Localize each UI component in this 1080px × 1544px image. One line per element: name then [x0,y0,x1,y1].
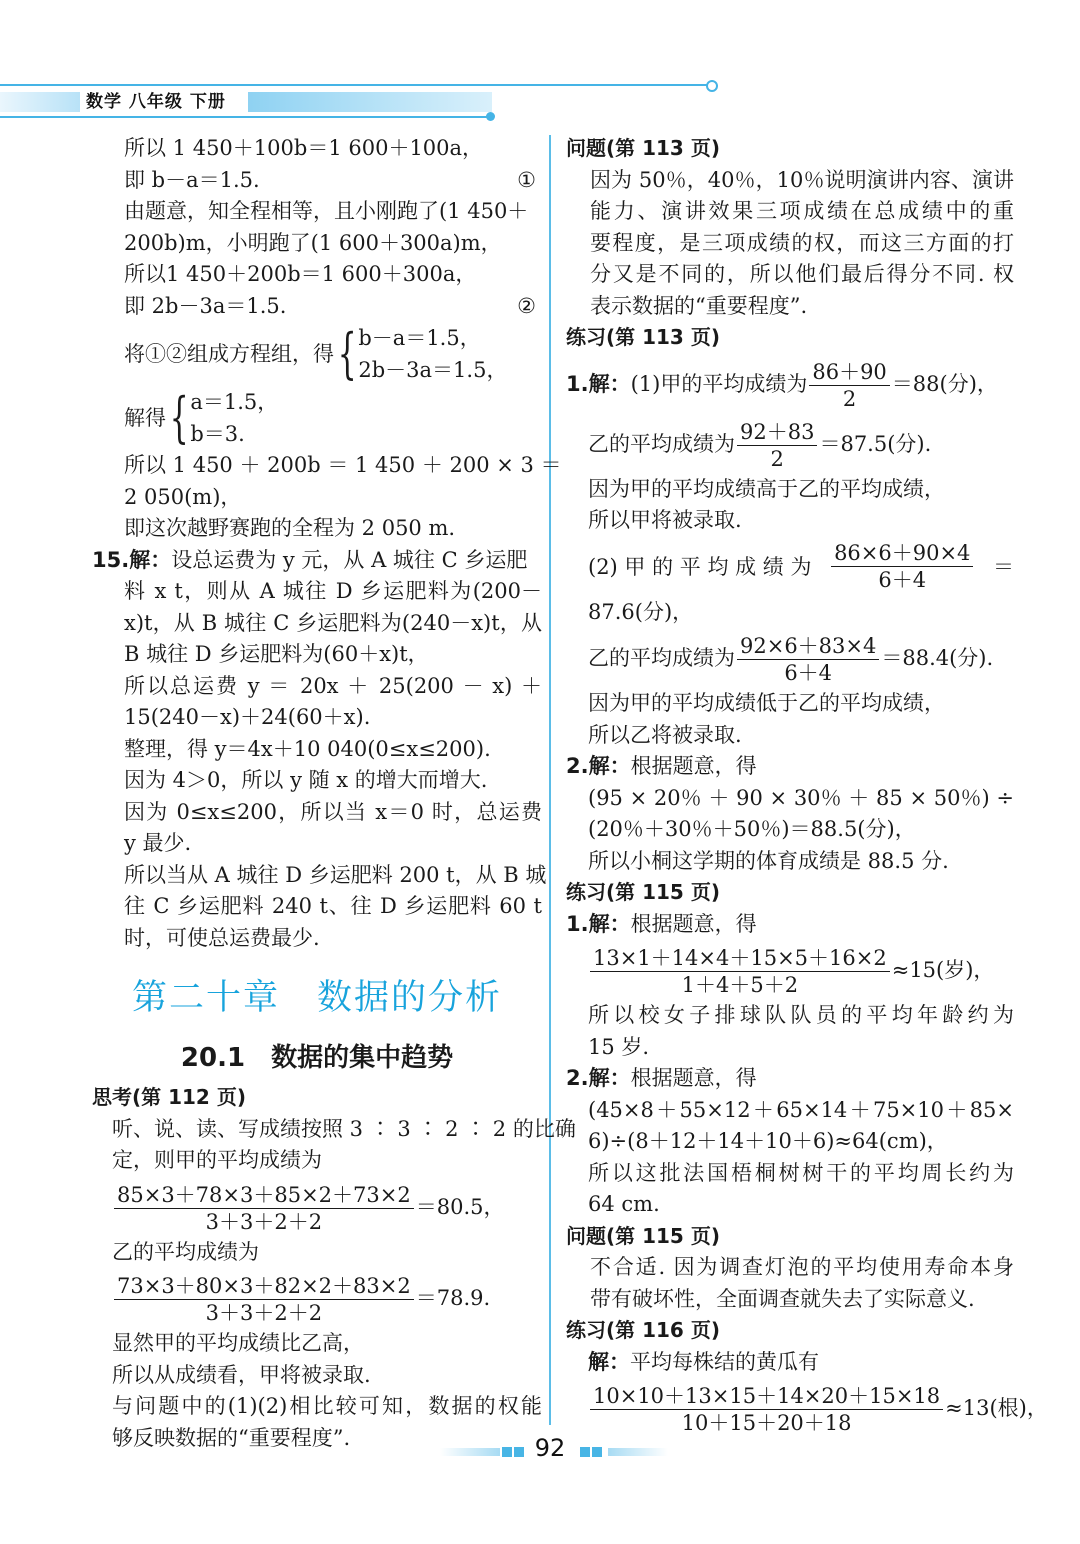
text-line: 表示数据的“重要程度”. [590,293,808,318]
equation-system-line [92,322,542,386]
text: 根据题意，得 [630,1066,757,1090]
numerator: 86＋90 [809,359,889,386]
numerator: 10×10＋13×15＋14×20＋15×18 [590,1383,943,1410]
brace-symbol: { [169,386,189,449]
equation-system [334,322,507,386]
page-header [0,0,1080,130]
result: ＝78.9. [415,1286,491,1310]
text-line: 15(240－x)＋24(60＋x). [124,705,371,729]
text-line: 时，可使总运费最少. [124,925,320,950]
result: ≈15(岁)， [891,958,995,982]
solution-eq-1: a＝1.5， [190,390,279,414]
question-number: 2.解： [566,1066,631,1090]
equation-marker: ② [517,293,536,318]
text-line: 所以 1 450＋100b＝1 600＋100a， [124,136,484,160]
footer-bar-right [608,1448,668,1456]
fraction [831,540,973,593]
footer-bar-left [440,1448,500,1456]
exercise-heading: 练习(第 115 页) [566,880,720,904]
text-line: 乙的平均成绩为 [112,1239,259,1264]
question-number: 1.解： [566,371,631,396]
problem-heading: 问题(第 113 页) [566,136,720,160]
text-line: y 最少. [124,831,192,855]
text-line: 往 C 乡运肥料 240 t、往 D 乡运肥料 60 t [124,894,542,918]
footer-square [514,1447,524,1457]
question-number: 2.解： [566,754,631,778]
equation: 即 2b－3a＝1.5. [124,293,287,318]
text-line: 定，则甲的平均成绩为 [112,1148,322,1172]
exercise-heading: 练习(第 116 页) [566,1318,720,1342]
numerator: 92×6＋83×4 [737,633,879,660]
text-line: 不合适. 因为调查灯泡的平均使用寿命本身 [590,1255,1014,1279]
text-line [92,291,542,323]
fraction-line [92,1268,542,1328]
fraction [737,419,817,472]
text-line: 料 x t，则从 A 城往 D 乡运肥料为(200－ [124,579,542,603]
text-line [92,165,542,197]
text-line: 够反映数据的“重要程度”. [112,1425,351,1450]
text-line: x)t，从 B 城往 C 乡运肥料为(240－x)t，从 [124,610,542,635]
text: 根据题意，得 [630,911,757,936]
denominator: 6＋4 [878,568,927,592]
brace-symbol: { [337,322,357,385]
text-line: 所以乙将被录取. [588,722,742,747]
result: ＝88(分)， [891,371,998,396]
question-text: 设总运费为 y 元，从 A 城往 C 乡运肥 [171,547,528,572]
text-line: 所以甲将被录取. [588,508,742,532]
question-line [566,1063,1014,1095]
header-rule-top [0,84,710,86]
text-line: 与问题中的(1)(2)相比较可知，数据的权能 [112,1394,542,1418]
equation: 即 b－a＝1.5. [124,167,260,192]
footer-square [592,1447,602,1457]
text-line: 因为 0≤x≤200，所以当 x＝0 时，总运费 [124,799,542,824]
text-line: 分又是不同的，所以他们最后得分不同. 权 [590,262,1014,286]
text-line: 带有破坏性，全面调查就失去了实际意义. [590,1286,975,1311]
text: 根据题意，得 [630,754,757,778]
denominator: 2 [842,386,857,411]
text-line: 6)÷(8＋12＋14＋10＋6)≈64(cm)， [588,1129,948,1153]
fraction-line [566,628,1014,688]
question-line [566,909,1014,941]
denominator: 10＋15＋20＋18 [681,1411,852,1435]
denominator: 2 [770,446,784,471]
text-line: (45×8＋55×12＋65×14＋75×10＋85× [588,1097,1014,1122]
text-line: (20％＋30％＋50％)＝88.5(分)， [588,817,916,841]
text-line: 所以小桐这学期的体育成绩是 88.5 分. [588,848,949,873]
text: (1)甲的平均成绩为 [630,371,808,396]
text: 平均每株结的黄瓜有 [630,1349,819,1374]
header-circle-ornament [706,80,718,92]
fraction [114,1182,414,1235]
numerator: 85×3＋78×3＋85×2＋73×2 [114,1182,414,1209]
text-line: 所以从成绩看，甲将被录取. [112,1362,371,1387]
solution-intro: 解得 [124,406,166,430]
text-line: 所以 1 450 ＋ 200b ＝ 1 450 ＋ 200 × 3 ＝ [124,453,562,477]
fraction-line [566,1378,1048,1438]
text-line: 所以这批法国梧桐树树干的平均周长约为 [588,1160,1014,1185]
text-line: 整理，得 y＝4x＋10 040(0≤x≤200). [124,736,491,761]
text-line: 要程度，是三项成绩的权，而这三方面的打 [590,230,1014,255]
result: ＝88.4(分). [881,646,994,670]
text-line: (95 × 20％ ＋ 90 × 30％ ＋ 85 × 50％) ÷ [588,785,1014,810]
header-dot-ornament [486,112,495,121]
question-number: 1.解： [566,911,631,936]
think-heading: 思考(第 112 页) [92,1085,246,1109]
column-divider [549,135,551,1425]
header-title: 数学 八年级 下册 [86,92,226,112]
exercise-heading: 练习(第 113 页) [566,325,720,349]
fraction-line [92,1177,542,1237]
numerator: 86×6＋90×4 [831,540,973,567]
text-line: 200b)m，小明跑了(1 600＋300a)m， [124,230,502,255]
system-intro: 将①②组成方程组，得 [124,342,334,366]
numerator: 92＋83 [737,419,817,446]
text-line: 所以1 450＋200b＝1 600＋300a， [124,262,477,286]
text-line: 所以校女子排球队队员的平均年龄约为 [588,1003,1014,1027]
text-line: 显然甲的平均成绩比乙高， [112,1331,364,1355]
fraction-line [566,414,1014,474]
fraction [590,945,890,998]
text-line: 因为甲的平均成绩低于乙的平均成绩， [588,691,945,715]
result: ＝ [993,554,1014,579]
text-line: 因为 4＞0，所以 y 随 x 的增大而增大. [124,768,488,792]
fraction [809,359,889,412]
text-line: 64 cm. [588,1192,660,1216]
problem-heading: 问题(第 115 页) [566,1223,720,1248]
page-number: 92 [534,1434,566,1462]
chapter-title: 第二十章 数据的分析 [131,978,502,1018]
solution-eq-2: b＝3. [190,422,245,446]
text-line: 15 岁. [588,1034,650,1059]
equation-marker: ① [517,167,536,192]
text-line: 听、说、读、写成绩按照 3 ∶ 3 ∶ 2 ∶ 2 的比确 [112,1116,576,1141]
fraction-line [566,537,1014,597]
text-line: 所以当从 A 城往 D 乡运肥料 200 t，从 B 城 [124,862,547,887]
text-line: 所以总运费 y ＝ 20x ＋ 25(200 － x) ＋ [124,673,542,698]
right-column [566,133,1048,1438]
header-bar-right [248,92,492,112]
fraction [737,633,879,686]
denominator: 3＋3＋2＋2 [205,1301,323,1325]
question-number: 解： [588,1349,630,1374]
question-line [566,1347,1014,1379]
text-line: 因为甲的平均成绩高于乙的平均成绩， [588,476,945,501]
denominator: 6＋4 [784,661,833,685]
question-number: 15.解： [92,547,172,572]
text-line: 由题意，知全程相等，且小刚跑了(1 450＋ [124,199,529,223]
text: 乙的平均成绩为 [588,431,735,456]
text-line: 因为 50％，40％，10％说明演讲内容、演讲 [590,167,1014,192]
numerator: 73×3＋80×3＋82×2＋83×2 [114,1273,414,1300]
solution-system-line [92,386,542,450]
section-title: 20.1 数据的集中趋势 [180,1043,454,1073]
text-line: 87.6(分)， [588,599,694,624]
result: ＝87.5(分). [819,431,932,456]
header-bar-left [0,92,80,112]
question-15-line [92,545,542,577]
fraction [114,1273,414,1326]
solution-system [166,386,278,450]
text-line: B 城往 D 乡运肥料为(60＋x)t， [124,642,429,666]
question-line [566,751,1014,783]
result: ≈13(根)， [945,1396,1048,1420]
text-line: 能力、演讲效果三项成绩在总成绩中的重 [590,199,1014,223]
text-line: 即这次越野赛跑的全程为 2 050 m. [124,516,456,540]
system-eq-1: b－a＝1.5， [358,326,481,350]
footer-square [580,1447,590,1457]
text: 乙的平均成绩为 [588,646,735,670]
result: ＝80.5， [415,1194,505,1219]
denominator: 3＋3＋2＋2 [205,1209,323,1234]
fraction [590,1383,943,1436]
header-rule-bottom [0,116,490,118]
fraction-line [566,354,1014,414]
text: (2) 甲 的 平 均 成 绩 为 [588,554,812,579]
system-eq-2: 2b－3a＝1.5， [358,358,508,382]
numerator: 13×1＋14×4＋15×5＋16×2 [590,945,890,972]
denominator: 1＋4＋5＋2 [681,973,799,997]
text-line: 2 050(m)， [124,484,242,509]
fraction-line [566,940,1014,1000]
footer-square [502,1447,512,1457]
page-footer [0,1432,1080,1472]
